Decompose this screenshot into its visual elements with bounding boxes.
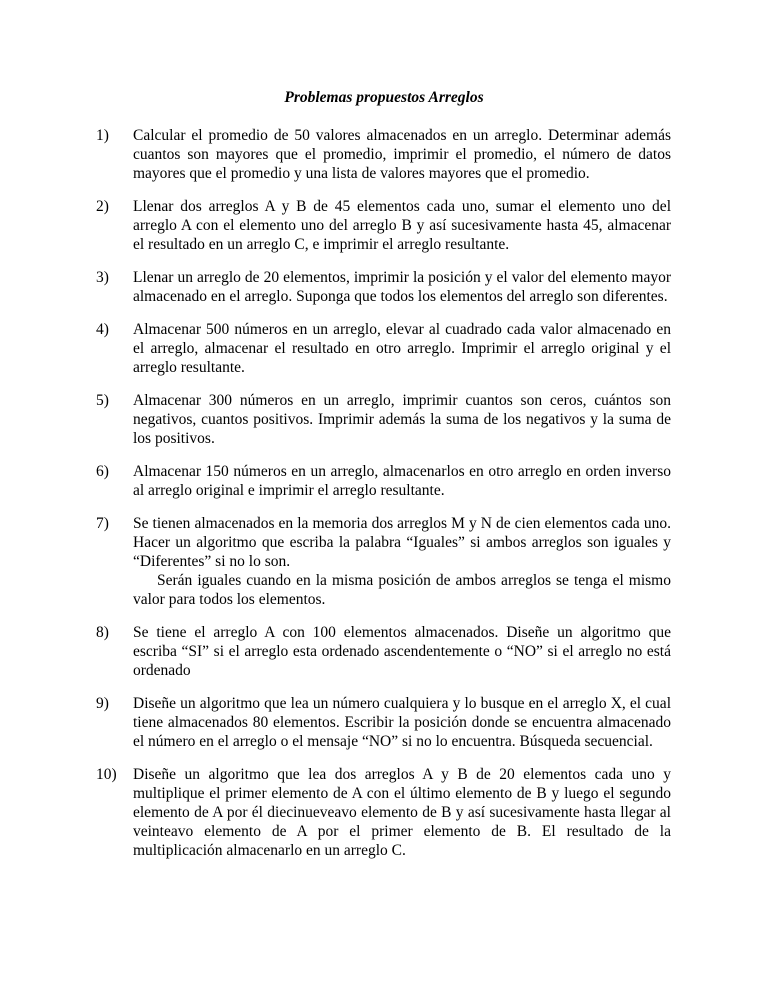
problem-item-8: [96, 623, 671, 680]
problem-text-continuation: Serán iguales cuando en la misma posición de ambos arreglos se tenga el mismo valor para todos los elementos.: [133, 572, 671, 608]
problem-item-3: [96, 268, 671, 306]
problem-item-1: [96, 126, 671, 183]
problem-number: 10): [96, 766, 117, 783]
problem-list: [96, 126, 671, 874]
problem-number: 4): [96, 321, 109, 338]
problem-item-7: [96, 514, 671, 609]
problem-number: 6): [96, 463, 109, 480]
problem-text: Diseñe un algoritmo que lea un número cualquiera y lo busque en el arreglo X, el cual tiene almacenados 80 elementos. Escribir la posición donde se encuentra almacenado el número en el arreglo o el mensaje “NO” si no lo encuentra. Búsqueda secuencial.: [133, 695, 671, 750]
problem-text: Almacenar 500 números en un arreglo, elevar al cuadrado cada valor almacenado en el arreglo, almacenar el resultado en otro arreglo. Imprimir el arreglo original y el arreglo resultante.: [133, 321, 671, 376]
problem-item-5: [96, 391, 671, 448]
problem-text: Diseñe un algoritmo que lea dos arreglos A y B de 20 elementos cada uno y multiplique el primer elemento de A con el último elemento de B y luego el segundo elemento de A por él diecinueveavo elemento de B y así sucesivamente hasta llegar al veinteavo elemento de A por el primer elemento de B. El resultado de la multiplicación almacenarlo en un arreglo C.: [133, 766, 671, 859]
problem-text: Se tienen almacenados en la memoria dos arreglos M y N de cien elementos cada uno. Hacer un algoritmo que escriba la palabra “Iguales” si ambos arreglos son iguales y “Diferentes” si no lo son.: [133, 515, 671, 570]
problem-number: 8): [96, 624, 109, 641]
problem-number: 5): [96, 392, 109, 409]
problem-number: 7): [96, 515, 109, 532]
problem-text: Se tiene el arreglo A con 100 elementos almacenados. Diseñe un algoritmo que escriba “SI” si el arreglo esta ordenado ascendentemente o “NO” si el arreglo no está ordenado: [133, 624, 671, 679]
problem-item-2: [96, 197, 671, 254]
problem-text: Llenar un arreglo de 20 elementos, imprimir la posición y el valor del elemento mayor almacenado en el arreglo. Suponga que todos los elementos del arreglo son diferentes.: [133, 269, 671, 305]
problem-text: Llenar dos arreglos A y B de 45 elementos cada uno, sumar el elemento uno del arreglo A con el elemento uno del arreglo B y así sucesivamente hasta 45, almacenar el resultado en un arreglo C, e imprimir el arreglo resultante.: [133, 198, 671, 253]
problem-number: 2): [96, 198, 109, 215]
problem-item-4: [96, 320, 671, 377]
document-title: Problemas propuestos Arreglos: [284, 89, 484, 106]
problem-item-6: [96, 462, 671, 500]
problem-number: 1): [96, 127, 109, 144]
problem-text: Almacenar 150 números en un arreglo, almacenarlos en otro arreglo en orden inverso al arreglo original e imprimir el arreglo resultante.: [133, 463, 671, 499]
problem-text: Calcular el promedio de 50 valores almacenados en un arreglo. Determinar además cuantos son mayores que el promedio, imprimir el promedio, el número de datos mayores que el promedio y una lista de valores mayores que el promedio.: [133, 127, 671, 182]
problem-item-10: [96, 765, 671, 860]
problem-number: 3): [96, 269, 109, 286]
problem-item-9: [96, 694, 671, 751]
problem-number: 9): [96, 695, 109, 712]
problem-text: Almacenar 300 números en un arreglo, imprimir cuantos son ceros, cuántos son negativos, cuantos positivos. Imprimir además la suma de los negativos y la suma de los positivos.: [133, 392, 671, 447]
